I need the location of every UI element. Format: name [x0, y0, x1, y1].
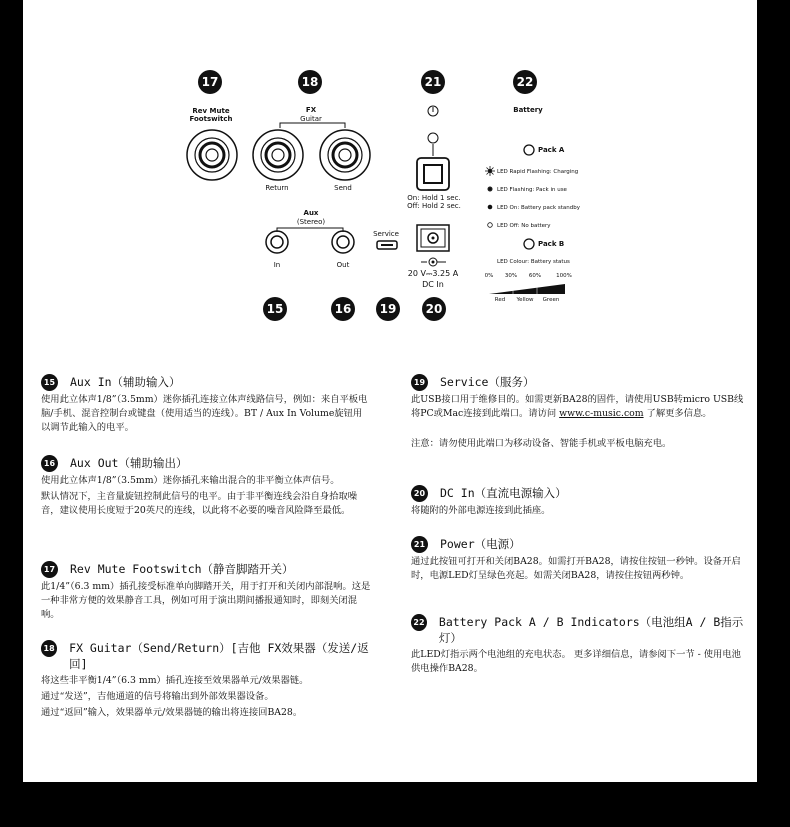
- callout-21: 21: [421, 70, 445, 94]
- led-colour-label: LED Colour: Battery status: [497, 259, 570, 265]
- guitar-label: Guitar: [300, 115, 322, 123]
- section-20-text: 将随附的外部电源连接到此插座。: [411, 505, 551, 516]
- section-16-text-2: 默认情况下，主音量旋钮控制此信号的电平。由于非平衡连线会沿自身拾取噪音，建议使用长度短于20英尺的连线，以此将不必要的噪音风险降至最低。: [41, 491, 358, 516]
- flash-icon: [487, 186, 493, 192]
- power-hint: On: Hold 1 sec. Off: Hold 2 sec.: [407, 194, 461, 210]
- section-15: [41, 374, 371, 437]
- led-legend-1: LED Rapid Flashing: Charging: [497, 169, 579, 175]
- section-20-title: DC In（直流电源输入）: [440, 486, 567, 500]
- power-led: [428, 133, 438, 143]
- pct-60: 60%: [528, 273, 542, 279]
- callout-18: 18: [298, 70, 322, 94]
- pack-b-led: [524, 239, 534, 249]
- section-19-note: 注意：请勿使用此端口为移动设备、智能手机或平板电脑充电。: [411, 438, 672, 449]
- rev-mute-jack: [187, 130, 237, 180]
- led-legend-2: LED Flashing: Pack in use: [497, 187, 567, 193]
- rear-panel-diagram: [23, 0, 757, 330]
- led-legend-4: LED Off: No battery: [497, 223, 551, 229]
- rapid-flash-icon: [485, 166, 495, 176]
- fx-return-jack: [253, 130, 303, 180]
- callout-15: 15: [263, 297, 287, 321]
- callout-20: 20: [422, 297, 446, 321]
- battery-title: Battery: [513, 106, 543, 114]
- callout-17: 17: [198, 70, 222, 94]
- fx-send-jack: [320, 130, 370, 180]
- section-17-title: Rev Mute Footswitch（静音脚踏开关）: [70, 562, 294, 576]
- power-icon: [428, 106, 438, 116]
- section-18-number: 18: [41, 640, 57, 657]
- section-22-number: 22: [411, 614, 427, 631]
- pct-100: 100%: [556, 273, 572, 279]
- callout-16: 16: [331, 297, 355, 321]
- service-label: Service: [373, 230, 399, 238]
- dc-in-label: DC In: [422, 280, 444, 289]
- section-18-text-3: 通过“返回”输入，效果器单元/效果器链的输出将连接回BA28。: [41, 707, 303, 718]
- stereo-label: (Stereo): [296, 218, 326, 226]
- section-19-number: 19: [411, 374, 428, 391]
- section-21-text: 通过此按钮可打开和关闭BA28。如需打开BA28，请按住按钮一秒钟。设备开启时，电源LED灯呈绿色亮起。如需关闭BA28，请按住按钮两秒钟。: [411, 556, 741, 581]
- section-20-number: 20: [411, 485, 428, 502]
- section-17-number: 17: [41, 561, 58, 578]
- section-15-title: Aux In（辅助输入）: [70, 375, 181, 389]
- section-18-title: FX Guitar（Send/Return）[吉他 FX效果器（发送/返回]: [69, 641, 369, 671]
- section-15-number: 15: [41, 374, 58, 391]
- callout-19: 19: [376, 297, 400, 321]
- callout-22: 22: [513, 70, 537, 94]
- section-17-text: 此1/4”（6.3 mm）插孔接受标准单向脚踏开关，用于打开和关闭内部混响。这是一种非常方便的效果静音工具，例如可用于演出期间播报通知时，即刻关闭混响。: [41, 581, 371, 620]
- rev-mute-label: Rev Mute Footswitch: [189, 107, 233, 123]
- section-16-number: 16: [41, 455, 58, 472]
- section-22-title: Battery Pack A / B Indicators（电池组A / B指示灯）: [438, 615, 744, 645]
- power-button: [417, 158, 449, 190]
- colour-yellow: Yellow: [516, 297, 534, 303]
- pack-a-led: [524, 145, 534, 155]
- service-usb-port: [377, 241, 397, 249]
- section-19-title: Service（服务）: [440, 375, 535, 389]
- section-16-title: Aux Out（辅助输出）: [70, 456, 188, 470]
- dc-rating: 20 V⎓3.25 A: [407, 269, 459, 278]
- section-19-text: 此USB接口用于维修目的。如需更新BA28的固件，请使用USB转micro USB线将PC或Mac连接到此端口。请访问 www.c-music.com 了解更多信息。: [411, 394, 744, 419]
- section-22: [411, 614, 745, 678]
- dc-in-socket: [417, 225, 449, 251]
- return-label: Return: [265, 184, 289, 192]
- led-on-icon: [488, 205, 493, 210]
- c-music-link[interactable]: www.c-music.com: [559, 408, 644, 419]
- section-18: [41, 640, 371, 722]
- section-21-title: Power（电源）: [440, 537, 521, 551]
- section-22-text: 此LED灯指示两个电池组的充电状态。 更多详细信息，请参阅下一节 - 使用电池供电操作BA28。: [411, 649, 741, 674]
- section-19: [411, 374, 745, 453]
- pack-b-label: Pack B: [538, 240, 565, 248]
- led-legend-3: LED On: Battery pack standby: [497, 205, 580, 211]
- aux-label: Aux: [303, 209, 319, 217]
- aux-in-label: In: [273, 261, 281, 269]
- aux-in-jack: [266, 231, 288, 253]
- aux-out-label: Out: [336, 261, 350, 269]
- manual-page: [23, 0, 757, 782]
- section-18-text-1: 将这些非平衡1/4”（6.3 mm）插孔连接至效果器单元/效果器链。: [41, 675, 309, 686]
- section-21: [411, 536, 745, 585]
- pct-30: 30%: [504, 273, 518, 279]
- section-18-text-2: 通过“发送”，吉他通道的信号将输出到外部效果器设备。: [41, 691, 274, 702]
- pack-a-label: Pack A: [538, 146, 565, 154]
- pct-0: 0%: [484, 273, 494, 279]
- section-15-text: 使用此立体声1/8”（3.5mm）迷你插孔连接立体声线路信号，例如：来自平板电脑/手机、混音控制台或键盘（使用适当的连线）。BT / Aux In Volume旋钮用以调节此输入的电平。: [41, 394, 368, 433]
- send-label: Send: [334, 184, 352, 192]
- section-17: [41, 561, 371, 624]
- fx-label: FX: [305, 106, 317, 114]
- led-off-icon: [488, 223, 493, 228]
- dc-polarity-icon: [421, 258, 446, 266]
- battery-level-scale: [489, 284, 565, 296]
- section-20: [411, 485, 745, 520]
- section-21-number: 21: [411, 536, 428, 553]
- colour-red: Red: [494, 297, 506, 303]
- colour-green: Green: [542, 297, 560, 303]
- section-16-text-1: 使用此立体声1/8”（3.5mm）迷你插孔来输出混合的非平衡立体声信号。: [41, 475, 340, 486]
- section-16: [41, 455, 371, 520]
- aux-out-jack: [332, 231, 354, 253]
